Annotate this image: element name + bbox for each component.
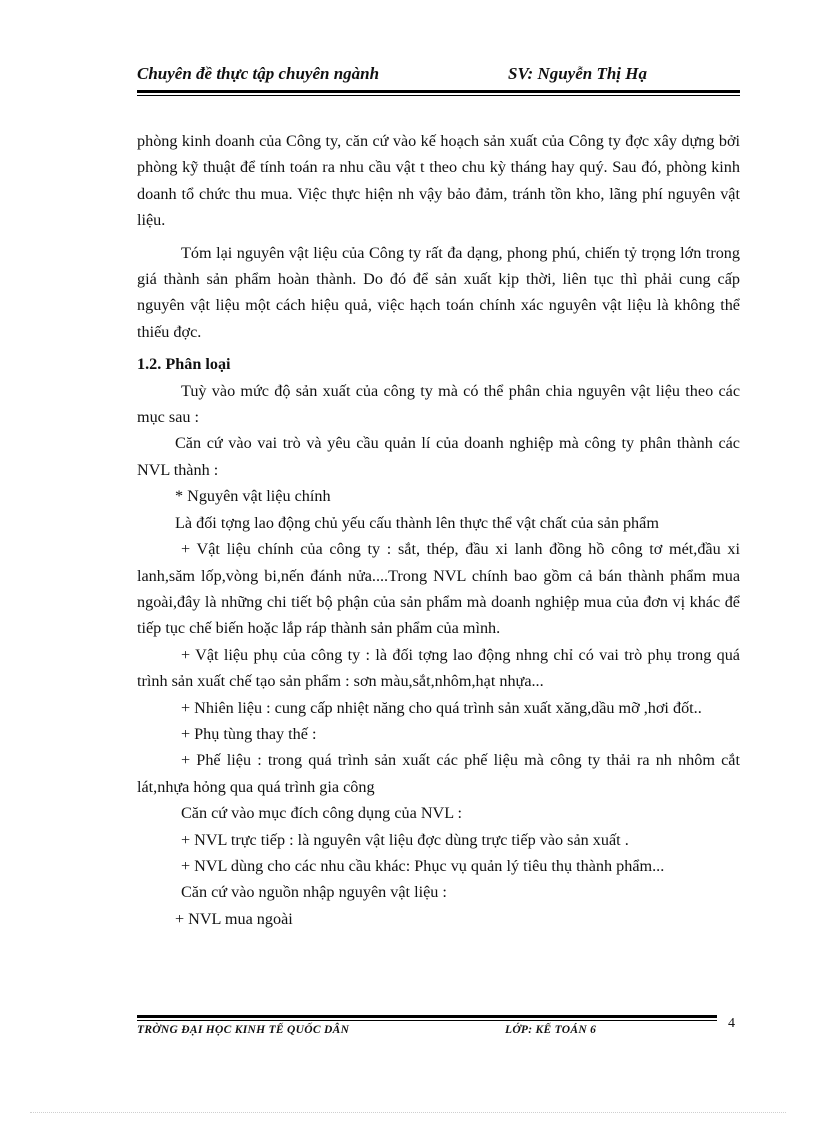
page-body	[137, 128, 740, 932]
header-rule-thin	[137, 95, 740, 96]
paragraph: Căn cứ vào vai trò và yêu cầu quản lí của doanh nghiệp mà công ty phân thành các NVL thành :	[137, 434, 740, 479]
paragraph: Tóm lại nguyên vật liệu của Công ty rất đa dạng, phong phú, chiến tỷ trọng lớn trong giá thành sản phẩm hoàn thành. Do đó để sản xuất kịp thời, liên tục thì phải cung cấp nguyên vật liệu một cách hiệu quả, việc hạch toán chính xác nguyên vật liệu là không thể thiếu đợc.	[137, 243, 740, 341]
page-header	[137, 60, 740, 90]
footer-university: TRỜNG ĐẠI HỌC KINH TẾ QUỐC DÂN	[137, 1024, 350, 1036]
list-item: + Vật liệu phụ của công ty : là đối tợng lao động nhng chỉ có vai trò phụ trong quá trình sản xuất chế tạo sản phẩm : sơn màu,sắt,nhôm,hạt nhựa...	[137, 645, 740, 691]
page-bottom-dotted-border	[30, 1112, 786, 1113]
page-footer	[137, 1024, 740, 1046]
header-student: SV: Nguyễn Thị Hạ	[508, 64, 648, 83]
list-item: + Phế liệu : trong quá trình sản xuất các phế liệu mà công ty thải ra nh nhôm cắt lát,nhựa hỏng qua quá trình gia công	[137, 751, 740, 796]
paragraph: Tuỳ vào mức độ sản xuất của công ty mà có thể phân chia nguyên vật liệu theo các mục sau :	[137, 381, 740, 427]
list-item: + Phụ tùng thay thế :	[181, 724, 317, 743]
paragraph: Căn cứ vào nguồn nhập nguyên vật liệu :	[181, 883, 447, 902]
footer-rule-thin	[137, 1020, 717, 1021]
section-heading: 1.2. Phân loại	[137, 355, 231, 374]
page-number: 4	[728, 1016, 735, 1031]
header-title: Chuyên đề thực tập chuyên ngành	[137, 64, 380, 83]
footer-class: LỚP: KẾ TOÁN 6	[505, 1024, 597, 1036]
list-item: + NVL dùng cho các nhu cầu khác: Phục vụ quản lý tiêu thụ thành phẩm...	[181, 856, 665, 875]
list-item: * Nguyên vật liệu chính	[175, 487, 331, 506]
paragraph: Căn cứ vào mục đích công dụng của NVL :	[181, 804, 463, 823]
list-item: + NVL mua ngoài	[175, 909, 293, 928]
list-item: + Vật liệu chính của công ty : sắt, thép, đầu xi lanh đồng hồ công tơ mét,đầu xi lanh,săm lốp,vòng bi,nến đánh nửa....Trong NVL chính bao gồm cả bán thành phẩm mua ngoài,đây là những chi tiết bộ phận của sản phẩm mà doanh nghiệp mua của đơn vị khác để tiếp tục chế biến hoặc lắp ráp thành sản phẩm của mình.	[137, 540, 740, 638]
header-rule-thick	[137, 90, 740, 93]
paragraph: phòng kinh doanh của Công ty, căn cứ vào kế hoạch sản xuất của Công ty đợc xây dựng bởi phòng kỹ thuật để tính toán ra nhu cầu vật t theo chu kỳ tháng hay quý. Sau đó, phòng kinh doanh tổ chức thu mua. Việc thực hiện nh vậy bảo đảm, tránh tồn kho, lãng phí nguyên vật liệu.	[137, 132, 740, 230]
list-item: + Nhiên liệu : cung cấp nhiệt năng cho quá trình sản xuất xăng,dầu mỡ ,hơi đốt..	[181, 698, 702, 717]
list-item: + NVL trực tiếp : là nguyên vật liệu đợc dùng trực tiếp vào sản xuất .	[181, 830, 629, 849]
paragraph: Là đối tợng lao động chủ yếu cấu thành lên thực thể vật chất của sản phẩm	[175, 513, 659, 532]
footer-rule-thick	[137, 1015, 717, 1018]
